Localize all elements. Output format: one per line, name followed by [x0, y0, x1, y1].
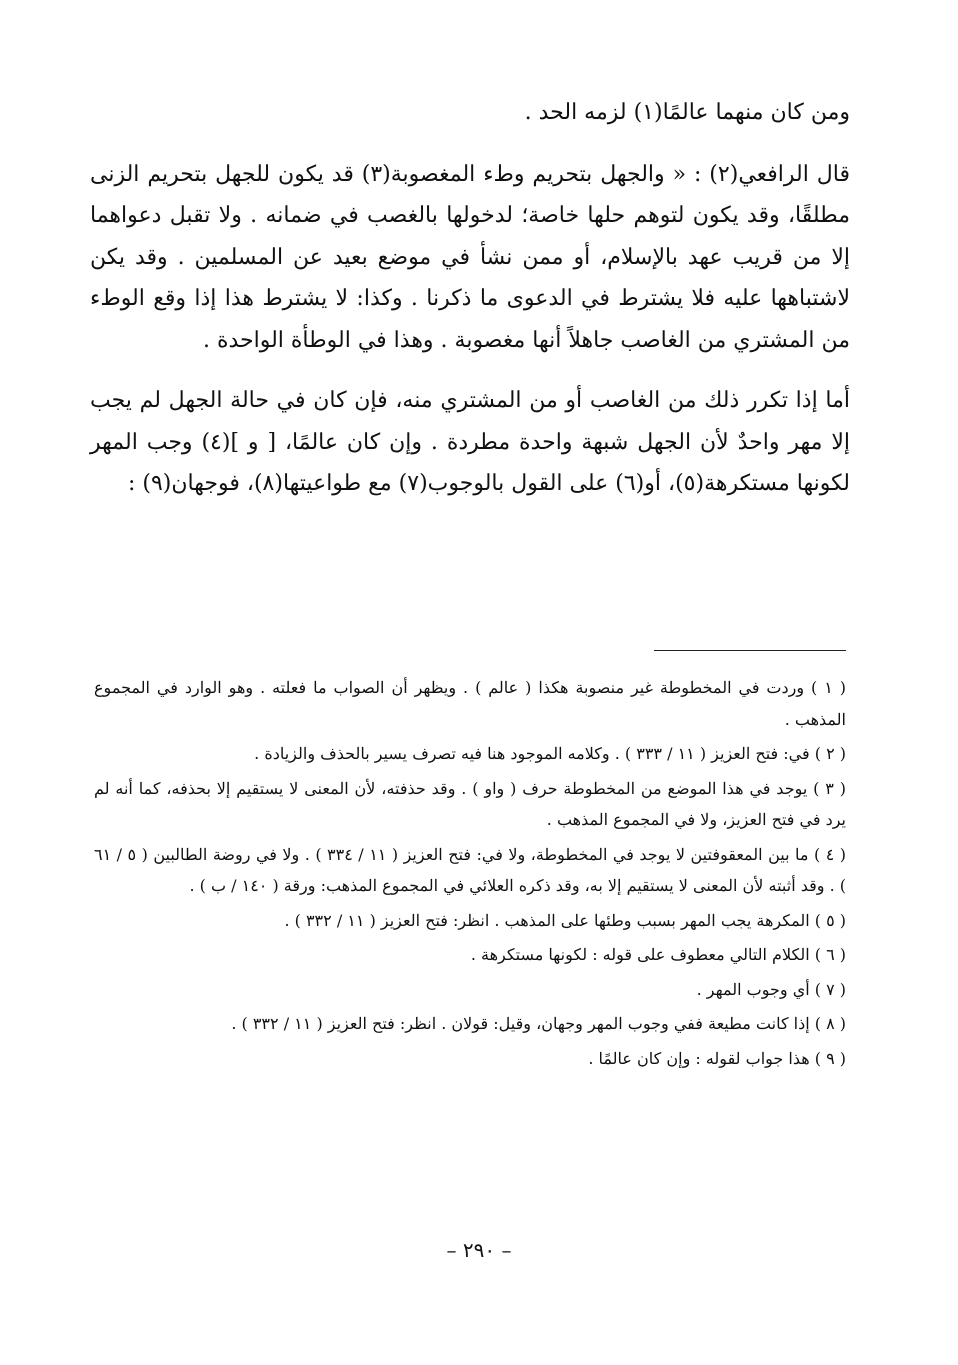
- paragraph-1: ومن كان منهما عالمًا(١) لزمه الحد .: [524, 100, 850, 125]
- footnotes: [94, 672, 846, 1077]
- footnote-9: ( ٩ ) هذا جواب لقوله : وإن كان عالمًا .: [588, 1048, 846, 1068]
- paragraph-2: قال الرافعي(٢) : « والجهل بتحريم وطء المغصوبة(٣) قد يكون للجهل بتحريم الزنى مطلقًا، وقد يكون لتوهم حلها خاصة؛ لدخولها بالغصب في ضمانه . ولا تقبل دعواهما إلا من قريب عهد بالإسلام، أو ممن نشأ في موضع بعيد عن المسلمين . وقد يكن لاشتباهها عليه فلا يشترط في الدعوى ما ذكرنا . وكذا: لا يشترط هذا إذا وقع الوطء من المشتري من الغاصب جاهلاً أنها مغصوبة . وهذا في الوطأة الواحدة .: [90, 161, 850, 353]
- footnote-6: ( ٦ ) الكلام التالي معطوف على قوله : لكونها مستكرهة .: [470, 945, 846, 964]
- main-text: [90, 92, 850, 505]
- footnote-separator: [654, 650, 846, 651]
- page-number: – ٢٩٠ –: [446, 1238, 512, 1262]
- footnote-8: ( ٨ ) إذا كانت مطيعة ففي وجوب المهر وجهان، وقيل: قولان . انظر: فتح العزيز ( ١١ / ٣٣٢ ) .: [231, 1014, 846, 1033]
- footnote-2: ( ٢ ) في: فتح العزيز ( ١١ / ٣٣٣ ) . وكلامه الموجود هنا فيه تصرف يسير بالحذف والزيادة .: [254, 744, 846, 763]
- footnote-3: ( ٣ ) يوجد في هذا الموضع من المخطوطة حرف ( واو ) . وقد حذفته، لأن المعنى لا يستقيم إلا بحذفه، كما أنه لم يرد في فتح العزيز، ولا في المجموع المذهب .: [94, 778, 847, 829]
- footnote-1: ( ١ ) وردت في المخطوطة غير منصوبة هكذا ( عالم ) . ويظهر أن الصواب ما فعلته . وهو الوارد في المجموع المذهب .: [94, 678, 847, 729]
- footnote-4: ( ٤ ) ما بين المعقوفتين لا يوجد في المخطوطة، ولا في: فتح العزيز ( ١١ / ٣٣٤ ) . ولا في روضة الطالبين ( ٥ / ٦١ ) . وقد أثبته لأن المعنى لا يستقيم إلا به، وقد ذكره العلائي في المجموع المذهب: ورقة ( ١٤٠ / ب ) .: [94, 844, 847, 895]
- footnote-7: ( ٧ ) أي وجوب المهر .: [696, 979, 846, 999]
- footnote-5: ( ٥ ) المكرهة يجب المهر بسبب وطئها على المذهب . انظر: فتح العزيز ( ١١ / ٣٣٢ ) .: [284, 910, 846, 930]
- paragraph-3: أما إذا تكرر ذلك من الغاصب أو من المشتري منه، فإن كان في حالة الجهل لم يجب إلا مهر واحدٌ لأن الجهل شبهة واحدة مطردة . وإن كان عالمًا، [ و ](٤) وجب المهر لكونها مستكرهة(٥)، أو(٦) على القول بالوجوب(٧) مع طواعيتها(٨)، فوجهان(٩) :: [90, 388, 850, 496]
